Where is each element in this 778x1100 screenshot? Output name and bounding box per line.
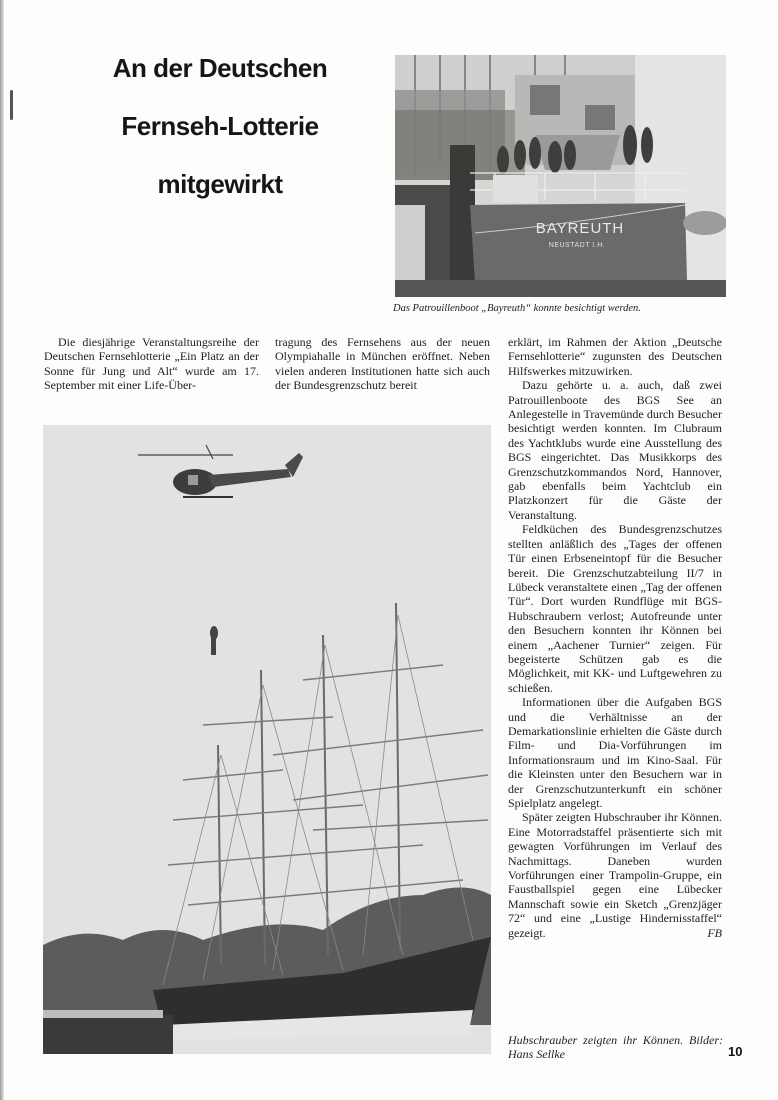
author-signature: FB bbox=[707, 925, 722, 940]
headline-line-1: An der Deutschen bbox=[112, 53, 328, 83]
headline-line-2: Fernseh-Lotterie bbox=[121, 111, 319, 141]
page-number: 10 bbox=[728, 1044, 743, 1059]
helicopter-ship-image bbox=[43, 425, 491, 1054]
patrol-boat-image bbox=[395, 55, 726, 297]
page-scan-edge bbox=[0, 0, 4, 1100]
paragraph bbox=[508, 810, 722, 940]
paragraph-text: Später zeigten Hubschrauber ihr Können. Eine Motorradstaffel präsentierte sich mit gewagten Vorführungen im Verlauf des Nachmittags. Daneben wurden Vorführungen einer Trampolin-Gruppe, ein Faustballspiel gegen eine Lübecker Mannschaft sowie ein Sketch „Grenzjäger 72“ und eine „Lustige Hindernisstaffel“ gezeigt. bbox=[508, 810, 722, 940]
paragraph: erklärt, im Rahmen der Aktion „Deutsche Fernsehlotterie“ zugunsten des Deutschen Hilfswerkes mitzuwirken. bbox=[508, 335, 722, 378]
article-column-1 bbox=[44, 335, 259, 393]
hull-port-text: NEUSTADT I.H. bbox=[548, 242, 606, 249]
article-column-3 bbox=[508, 335, 722, 940]
headline-line-3: mitgewirkt bbox=[157, 169, 283, 199]
hull-name-text: BAYREUTH bbox=[535, 220, 625, 237]
paragraph: Informationen über die Aufgaben BGS und die Verhältnisse an der Demarkationslinie erhielten die Gäste durch Film- und Dia-Vorführungen im Informationsraum und im Kino-Saal. Für die Kleinsten unter den Besuchern war in der Grenzschutzunterkunft ein schöner Spielplatz angelegt. bbox=[508, 695, 722, 810]
paragraph: tragung des Fernsehens aus der neuen Olympiahalle in München eröffnet. Neben vielen anderen Institutionen hatte sich auch der Bundesgrenzschutz bereit bbox=[275, 335, 490, 393]
scan-mark bbox=[10, 90, 13, 120]
photo-caption-helicopter: Hubschrauber zeigten ihr Können. Bilder: Hans Sellke bbox=[508, 1033, 723, 1062]
paragraph: Feldküchen des Bundesgrenzschutzes stellten anläßlich des „Tages der offenen Tür einen Erbseneintopf für die Besucher bereit. Die Grenzschutzabteilung II/7 in Lübeck veranstaltete einen „Tag der offenen Tür“. Dort wurden Rundflüge mit BGS-Hubschraubern verlost; Autofreunde unter den Besuchern konnten ihr Können bei einem „Aachener Turnier“ zeigen. Für begeisterte Schützen gab es die Möglichkeit, mit KK- und Luftgewehren zu schießen. bbox=[508, 522, 722, 695]
article-column-2 bbox=[275, 335, 490, 393]
headline bbox=[70, 48, 370, 222]
paragraph: Die diesjährige Veranstaltungsreihe der Deutschen Fernsehlotterie „Ein Platz an der Sonne für Jung und Alt“ wurde am 17. September mit einer Life-Über- bbox=[44, 335, 259, 393]
paragraph: Dazu gehörte u. a. auch, daß zwei Patrouillenboote des BGS See an Anlegestelle in Travemünde durch Besucher besichtigt werden konnten. Im Clubraum des Yachtklubs wurde eine Ausstellung des BGS eingerichtet. Das Musikkorps des Grenzschutzkommandos Nord, Hannover, gab ebenfalls beim Yachtclub ein Platzkonzert für die Gäste der Veranstaltung. bbox=[508, 378, 722, 522]
photo-patrol-boat bbox=[395, 55, 726, 297]
photo-caption-patrol-boat: Das Patrouillenboot „Bayreuth“ konnte besichtigt werden. bbox=[393, 303, 641, 314]
photo-helicopter-ship bbox=[43, 425, 491, 1054]
